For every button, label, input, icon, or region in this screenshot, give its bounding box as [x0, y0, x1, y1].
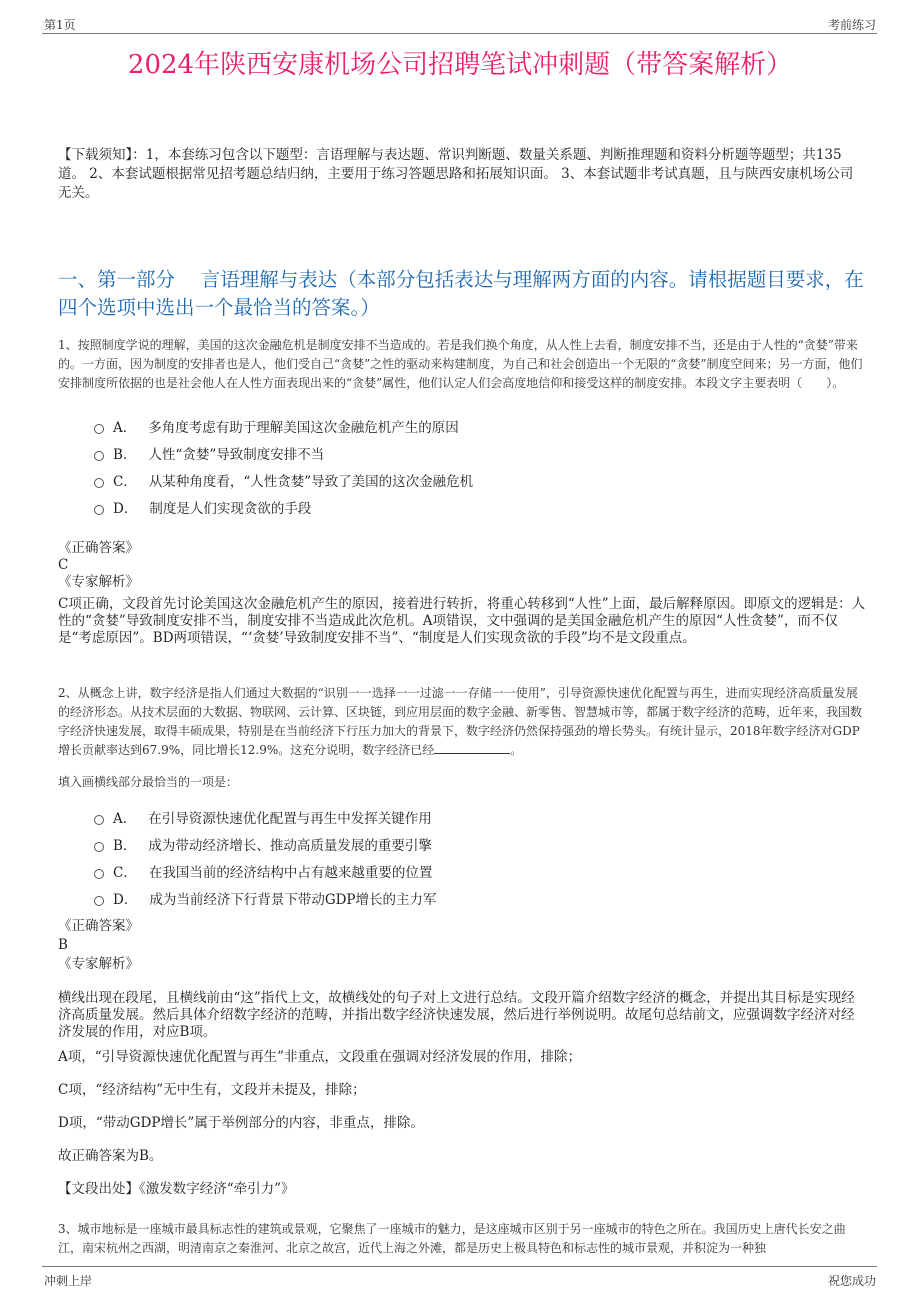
question-1-option-c[interactable]: C． 从某种角度看，“人性贪婪”导致了美国的这次金融危机: [94, 466, 854, 493]
question-2-answer-block: [58, 918, 866, 973]
explanation-paragraph: C项，“经济结构”无中生有，文段并未提及，排除；: [58, 1082, 366, 1098]
answer-blank: [434, 741, 510, 754]
question-2-option-c[interactable]: C． 在我国当前的经济结构中占有越来越重要的位置: [94, 857, 854, 884]
question-2-option-a[interactable]: A． 在引导资源快速优化配置与再生中发挥关键作用: [94, 803, 854, 830]
answer-label: 《正确答案》: [58, 540, 139, 556]
page-number: 第1页: [44, 18, 76, 32]
question-1-explanation: C项正确，文段首先讨论美国这次金融危机产生的原因，接着进行转折，将重心转移到“人性”上面，最后解释原因。即原文的逻辑是：人性的“贪婪”导致制度安排不当，制度安排不当造成此次危机。A项错误，文中强调的是美国金融危机产生的原因“人性贪婪”，而不仅是“考虑原因”。BD两项错误，“‘贪婪’导致制度安排不当”、“制度是人们实现贪欲的手段”均不是文段重点。: [58, 596, 866, 646]
radio-icon[interactable]: [94, 896, 104, 906]
question-2-option-d[interactable]: D． 成为当前经济下行背景下带动GDP增长的主力军: [94, 884, 854, 911]
radio-icon[interactable]: [94, 451, 104, 461]
download-notice: 【下载须知】：1，本套练习包含以下题型：言语理解与表达题、常识判断题、数量关系题、判断推理题和资料分析题等题型；共135道。 2、本套试题根据常见招考题总结归纳，主要用于练习答题思路和拓展知识面。 3、本套试题非考试真题，且与陕西安康机场公司无关。: [58, 147, 854, 201]
radio-icon[interactable]: [94, 505, 104, 515]
question-1-option-d[interactable]: D． 制度是人们实现贪欲的手段: [94, 493, 854, 520]
explanation-paragraph: 横线出现在段尾，且横线前由“这”指代上文，故横线处的句子对上文进行总结。文段开篇介绍数字经济的概念，并提出其目标是实现经济高质量发展。然后具体介绍数字经济的范畴，并指出数字经济快速发展，然后进行举例说明。故尾句总结前文，应强调数字经济对经济发展的作用，对应B项。: [58, 990, 855, 1040]
explanation-paragraph: D项，“带动GDP增长”属于举例部分的内容，非重点，排除。: [58, 1115, 424, 1131]
explanation-paragraph: 故正确答案为B。: [58, 1148, 163, 1164]
answer-value: C: [58, 557, 69, 573]
radio-icon[interactable]: [94, 815, 104, 825]
question-2-stem: 2、从概念上讲，数字经济是指人们通过大数据的“识别一一选择一一过滤一一存储一一使用”，引导资源快速优化配置与再生，进而实现经济高质量发展的经济形态。从技术层面的大数据、物联网、云计算、区块链，到应用层面的数字金融、新零售、智慧城市等，都属于数字经济的范畴，近年来，我国数字经济快速发展，取得丰硕成果，特别是在当前经济下行压力加大的背景下，数字经济仍然保持强劲的增长势头。有统计显示，2018年数字经济对GDP增长贡献率达到67.9%，同比增长12.9%。这充分说明，数字经济已经 。: [58, 686, 863, 757]
explanation-label: 《专家解析》: [58, 574, 139, 590]
question-1-option-a[interactable]: A． 多角度考虑有助于理解美国这次金融危机产生的原因: [94, 412, 854, 439]
question-3-stem: 3、城市地标是一座城市最具标志性的建筑或景观，它聚焦了一座城市的魅力，是这座城市区别于另一座城市的特色之所在。我国历史上唐代长安之曲江，南宋杭州之西湖，明清南京之秦淮河、北京之故宫，近代上海之外滩，都是历史上极具特色和标志性的城市景观，并积淀为一种独: [58, 1222, 846, 1255]
question-1-option-b[interactable]: B． 人性“贪婪”导致制度安排不当: [94, 439, 854, 466]
source-citation: 【文段出处】《激发数字经济“牵引力”》: [58, 1181, 295, 1197]
explanation-label: 《专家解析》: [58, 956, 139, 972]
footer-left: 冲刺上岸: [44, 1274, 93, 1288]
explanation-paragraph: A项，“引导资源快速优化配置与再生”非重点，文段重在强调对经济发展的作用，排除；: [58, 1049, 582, 1065]
question-2-explanation: [58, 990, 866, 1198]
question-1-options: [94, 412, 854, 520]
question-2-option-b[interactable]: B． 成为带动经济增长、推动高质量发展的重要引擎: [94, 830, 854, 857]
radio-icon[interactable]: [94, 478, 104, 488]
question-1-answer-block: [58, 540, 866, 591]
answer-label: 《正确答案》: [58, 918, 139, 934]
question-1-stem: 1、按照制度学说的理解，美国的这次金融危机是制度安排不当造成的。若是我们换个角度，从人性上去看，制度安排不当，还是由于人性的“贪婪”带来的。一方面，因为制度的安排者也是人，他们受自己“贪婪”之性的驱动来构建制度，为自己和社会创造出一个无限的“贪婪”制度空间来；另一方面，他们安排制度所依据的也是社会他人在人性方面表现出来的“贪婪”属性，他们认定人们会高度地信仰和接受这样的制度安排。本段文字主要表明（ ）。: [58, 338, 863, 390]
radio-icon[interactable]: [94, 424, 104, 434]
answer-value: B: [58, 937, 68, 953]
question-2-options: [94, 803, 854, 911]
footer-right: 祝您成功: [827, 1274, 876, 1288]
radio-icon[interactable]: [94, 869, 104, 879]
section-heading: 一、第一部分 言语理解与表达（本部分包括表达与理解两方面的内容。请根据题目要求，在四个选项中选出一个最恰当的答案。）: [58, 268, 864, 319]
footer-divider: [42, 1266, 877, 1267]
page-title: 2024年陕西安康机场公司招聘笔试冲刺题（带答案解析）: [127, 50, 793, 80]
question-2-prompt: 填入画横线部分最恰当的一项是：: [58, 775, 239, 789]
header-label: 考前练习: [827, 18, 876, 32]
header-divider: [42, 33, 877, 34]
radio-icon[interactable]: [94, 842, 104, 852]
